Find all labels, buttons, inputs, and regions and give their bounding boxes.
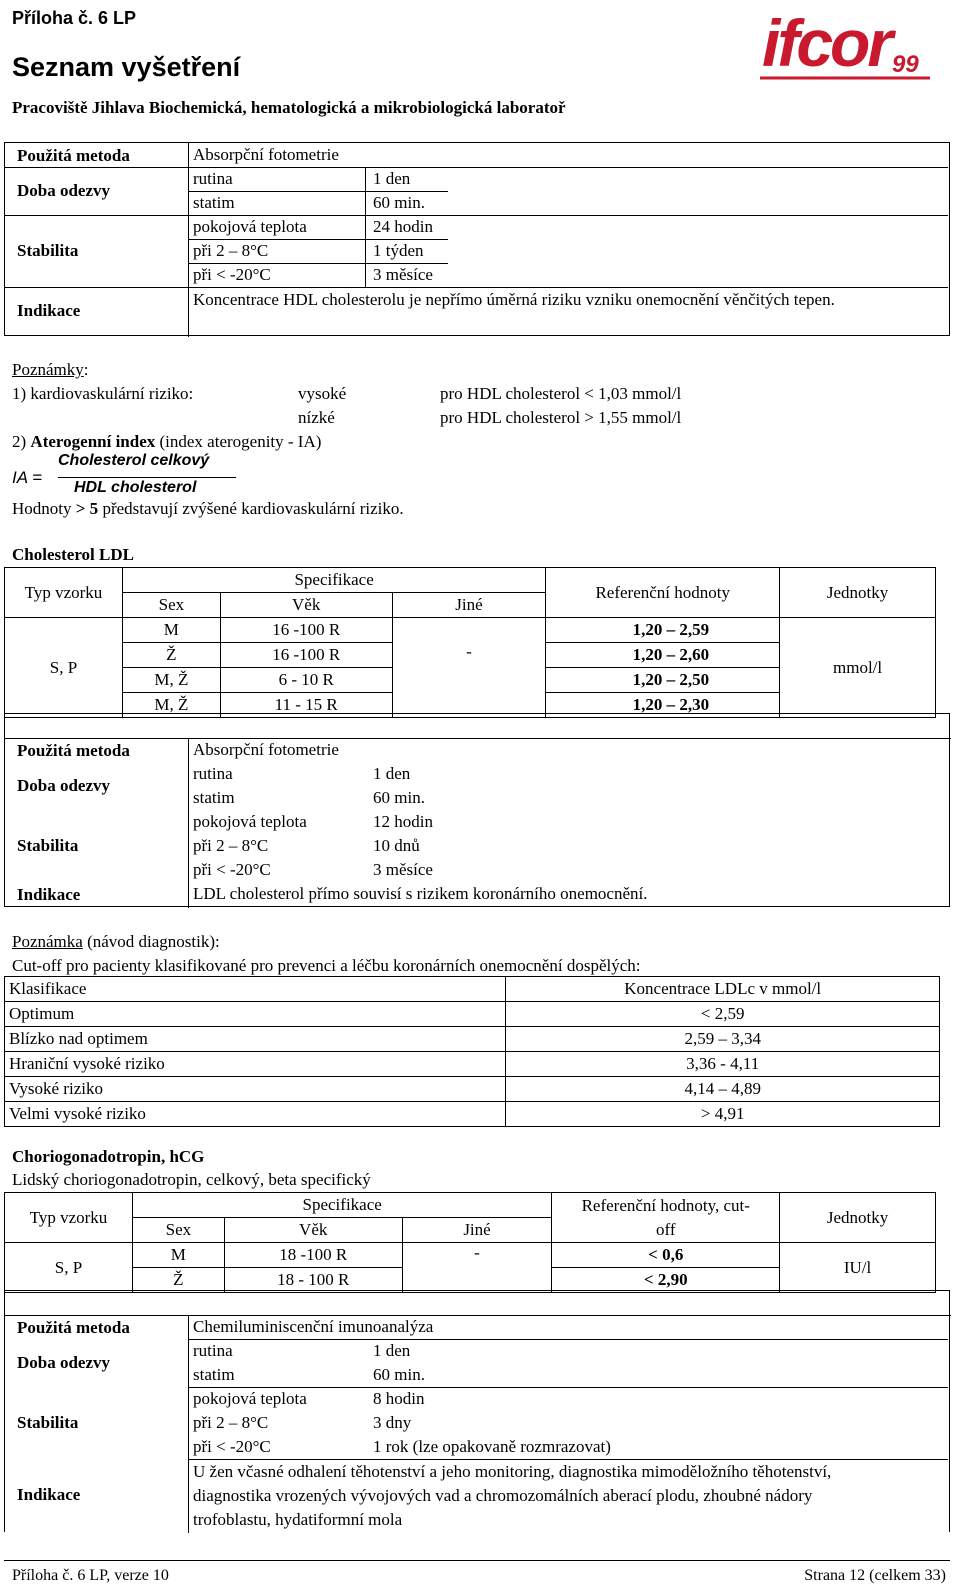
ldl-reference-table [4, 567, 936, 718]
routine-label: rutina [193, 1341, 233, 1360]
statim-value: 60 min. [373, 193, 425, 212]
other-header: Jiné [402, 1218, 552, 1243]
attachment-label: Příloha č. 6 LP [12, 8, 137, 28]
class-value: 3,36 - 4,11 [506, 1052, 940, 1077]
response-label: Doba odezvy [17, 776, 111, 795]
sample-type-value: S, P [5, 1243, 133, 1293]
sex-header: Sex [122, 593, 220, 618]
class-name: Velmi vysoké riziko [5, 1102, 506, 1127]
sex-cell: M, Ž [122, 693, 220, 718]
risk-low-text: pro HDL cholesterol > 1,55 mmol/l [440, 408, 682, 427]
class-name: Optimum [5, 1002, 506, 1027]
hcg-subtitle: Lidský choriogonadotropin, celkový, beta specifický [12, 1170, 371, 1189]
freezer-label: při < -20°C [193, 265, 271, 284]
method-label: Použitá metoda [17, 146, 130, 165]
hcg-reference-table [4, 1192, 936, 1293]
statim-label: statim [193, 788, 235, 807]
indication-label: Indikace [17, 885, 81, 904]
fridge-value: 10 dnů [373, 836, 420, 855]
ref-cell: 1,20 – 2,59 [546, 618, 780, 643]
ldl-classification-table [4, 976, 940, 1127]
room-temp-label: pokojová teplota [193, 217, 307, 236]
class-header: Klasifikace [5, 977, 506, 1002]
class-name: Blízko nad optimem [5, 1027, 506, 1052]
other-cell: - [392, 618, 546, 718]
spec-header: Specifikace [132, 1193, 551, 1218]
fridge-value: 3 dny [373, 1413, 412, 1432]
age-header: Věk [220, 593, 392, 618]
risk-high: vysoké [298, 384, 347, 403]
ldl-info-block [4, 713, 950, 907]
sex-cell: M, Ž [122, 668, 220, 693]
index-values-note: Hodnoty > 5 představují zvýšené kardiovaskulární riziko. [12, 499, 404, 518]
routine-label: rutina [193, 169, 233, 188]
ldl-section-title: Cholesterol LDL [12, 545, 134, 564]
class-name: Hraniční vysoké riziko [5, 1052, 506, 1077]
room-temp-label: pokojová teplota [193, 1389, 307, 1408]
indication-text: Koncentrace HDL cholesterolu je nepřímo úměrná riziku vzniku onemocnění věnčitých tepen. [193, 290, 835, 309]
routine-value: 1 den [373, 1341, 411, 1360]
hcg-info-block [4, 1290, 950, 1532]
sex-cell: M [122, 618, 220, 643]
concentration-header: Koncentrace LDLc v mmol/l [506, 977, 940, 1002]
atherogenic-index-line: 2) Aterogenní index (index aterogenity - IA) [12, 432, 322, 451]
sample-type-header: Typ vzorku [5, 568, 123, 618]
class-value: 2,59 – 3,34 [506, 1027, 940, 1052]
ifcor-logo [760, 4, 942, 84]
sample-type-value: S, P [5, 618, 123, 718]
fridge-label: při 2 – 8°C [193, 241, 269, 260]
formula-lhs: IA = [12, 468, 43, 487]
department-heading: Pracoviště Jihlava Biochemická, hematologická a mikrobiologická laboratoř [12, 98, 566, 117]
units-header: Jednotky [780, 568, 936, 618]
age-cell: 16 -100 R [220, 618, 392, 643]
other-cell: - [402, 1243, 552, 1293]
risk-low: nízké [298, 408, 335, 427]
ia-formula [12, 452, 252, 500]
sex-cell: M [132, 1243, 224, 1268]
sample-type-header: Typ vzorku [5, 1193, 133, 1243]
page-title: Seznam vyšetření [12, 52, 241, 82]
other-header: Jiné [392, 593, 546, 618]
class-value: > 4,91 [506, 1102, 940, 1127]
ref-cell: 1,20 – 2,50 [546, 668, 780, 693]
age-header: Věk [224, 1218, 402, 1243]
ref-cell: < 0,6 [552, 1243, 780, 1268]
freezer-value: 3 měsíce [373, 860, 433, 879]
stability-label: Stabilita [17, 836, 79, 855]
hcg-section-title: Choriogonadotropin, hCG [12, 1147, 205, 1166]
sex-header: Sex [132, 1218, 224, 1243]
method-value: Absorpční fotometrie [193, 740, 339, 759]
age-cell: 18 - 100 R [224, 1268, 402, 1293]
formula-denominator: HDL cholesterol [74, 479, 197, 496]
ldl-note-heading: Poznámka (návod diagnostik): [12, 932, 220, 951]
statim-value: 60 min. [373, 1365, 425, 1384]
risk-label: 1) kardiovaskulární riziko: [12, 384, 194, 403]
risk-high-text: pro HDL cholesterol < 1,03 mmol/l [440, 384, 682, 403]
fridge-label: při 2 – 8°C [193, 836, 269, 855]
freezer-label: při < -20°C [193, 1437, 271, 1456]
statim-value: 60 min. [373, 788, 425, 807]
footer-version: Příloha č. 6 LP, verze 10 [12, 1567, 169, 1584]
method-label: Použitá metoda [17, 1318, 130, 1337]
statim-label: statim [193, 193, 235, 212]
method-value: Absorpční fotometrie [193, 145, 339, 164]
indication-label: Indikace [17, 301, 81, 320]
room-temp-value: 24 hodin [373, 217, 433, 236]
stability-label: Stabilita [17, 241, 79, 260]
statim-label: statim [193, 1365, 235, 1384]
method-label: Použitá metoda [17, 741, 130, 760]
units-cell: mmol/l [780, 618, 936, 718]
routine-value: 1 den [373, 764, 411, 783]
class-value: 4,14 – 4,89 [506, 1077, 940, 1102]
units-cell: IU/l [780, 1243, 936, 1293]
spec-header: Specifikace [122, 568, 545, 593]
indication-label: Indikace [17, 1485, 81, 1504]
stability-label: Stabilita [17, 1413, 79, 1432]
footer-page-number: Strana 12 (celkem 33) [804, 1567, 946, 1584]
age-cell: 16 -100 R [220, 643, 392, 668]
routine-label: rutina [193, 764, 233, 783]
hdl-info-block [4, 142, 950, 336]
ref-header: Referenční hodnoty [546, 568, 780, 618]
class-value: < 2,59 [506, 1002, 940, 1027]
logo-number: 99 [892, 51, 919, 78]
sex-cell: Ž [122, 643, 220, 668]
room-temp-label: pokojová teplota [193, 812, 307, 831]
ref-cell: 1,20 – 2,30 [546, 693, 780, 718]
method-value: Chemiluminiscenční imunoanalýza [193, 1317, 434, 1336]
age-cell: 11 - 15 R [220, 693, 392, 718]
logo-text: ifcor [762, 6, 891, 80]
freezer-label: při < -20°C [193, 860, 271, 879]
class-name: Vysoké riziko [5, 1077, 506, 1102]
indication-text: U žen včasné odhalení těhotenství a jeho monitoring, diagnostika mimoděložního těhotenství, diagnostika vrozených vývojových vad a chromozomálních aberací plodu, zhoubné nádory trofoblastu, hydatiformní mola [193, 1462, 832, 1529]
ref-cell: 1,20 – 2,60 [546, 643, 780, 668]
ref-cell: < 2,90 [552, 1268, 780, 1293]
units-header: Jednotky [780, 1193, 936, 1243]
fridge-label: při 2 – 8°C [193, 1413, 269, 1432]
footer-divider [4, 1560, 950, 1561]
age-cell: 6 - 10 R [220, 668, 392, 693]
routine-value: 1 den [373, 169, 411, 188]
room-temp-value: 12 hodin [373, 812, 433, 831]
freezer-value: 3 měsíce [373, 265, 433, 284]
room-temp-value: 8 hodin [373, 1389, 425, 1408]
freezer-value: 1 rok (lze opakovaně rozmrazovat) [373, 1437, 611, 1456]
indication-text: LDL cholesterol přímo souvisí s rizikem koronárního onemocnění. [193, 884, 648, 903]
formula-numerator: Cholesterol celkový [58, 452, 210, 469]
cutoff-text: Cut-off pro pacienty klasifikované pro prevenci a léčbu koronárních onemocnění dospělých: [12, 956, 641, 975]
ref-header: Referenční hodnoty, cut- off [552, 1193, 780, 1243]
notes-heading: Poznámky: [12, 360, 89, 379]
age-cell: 18 -100 R [224, 1243, 402, 1268]
response-label: Doba odezvy [17, 181, 111, 200]
fridge-value: 1 týden [373, 241, 424, 260]
response-label: Doba odezvy [17, 1353, 111, 1372]
sex-cell: Ž [132, 1268, 224, 1293]
